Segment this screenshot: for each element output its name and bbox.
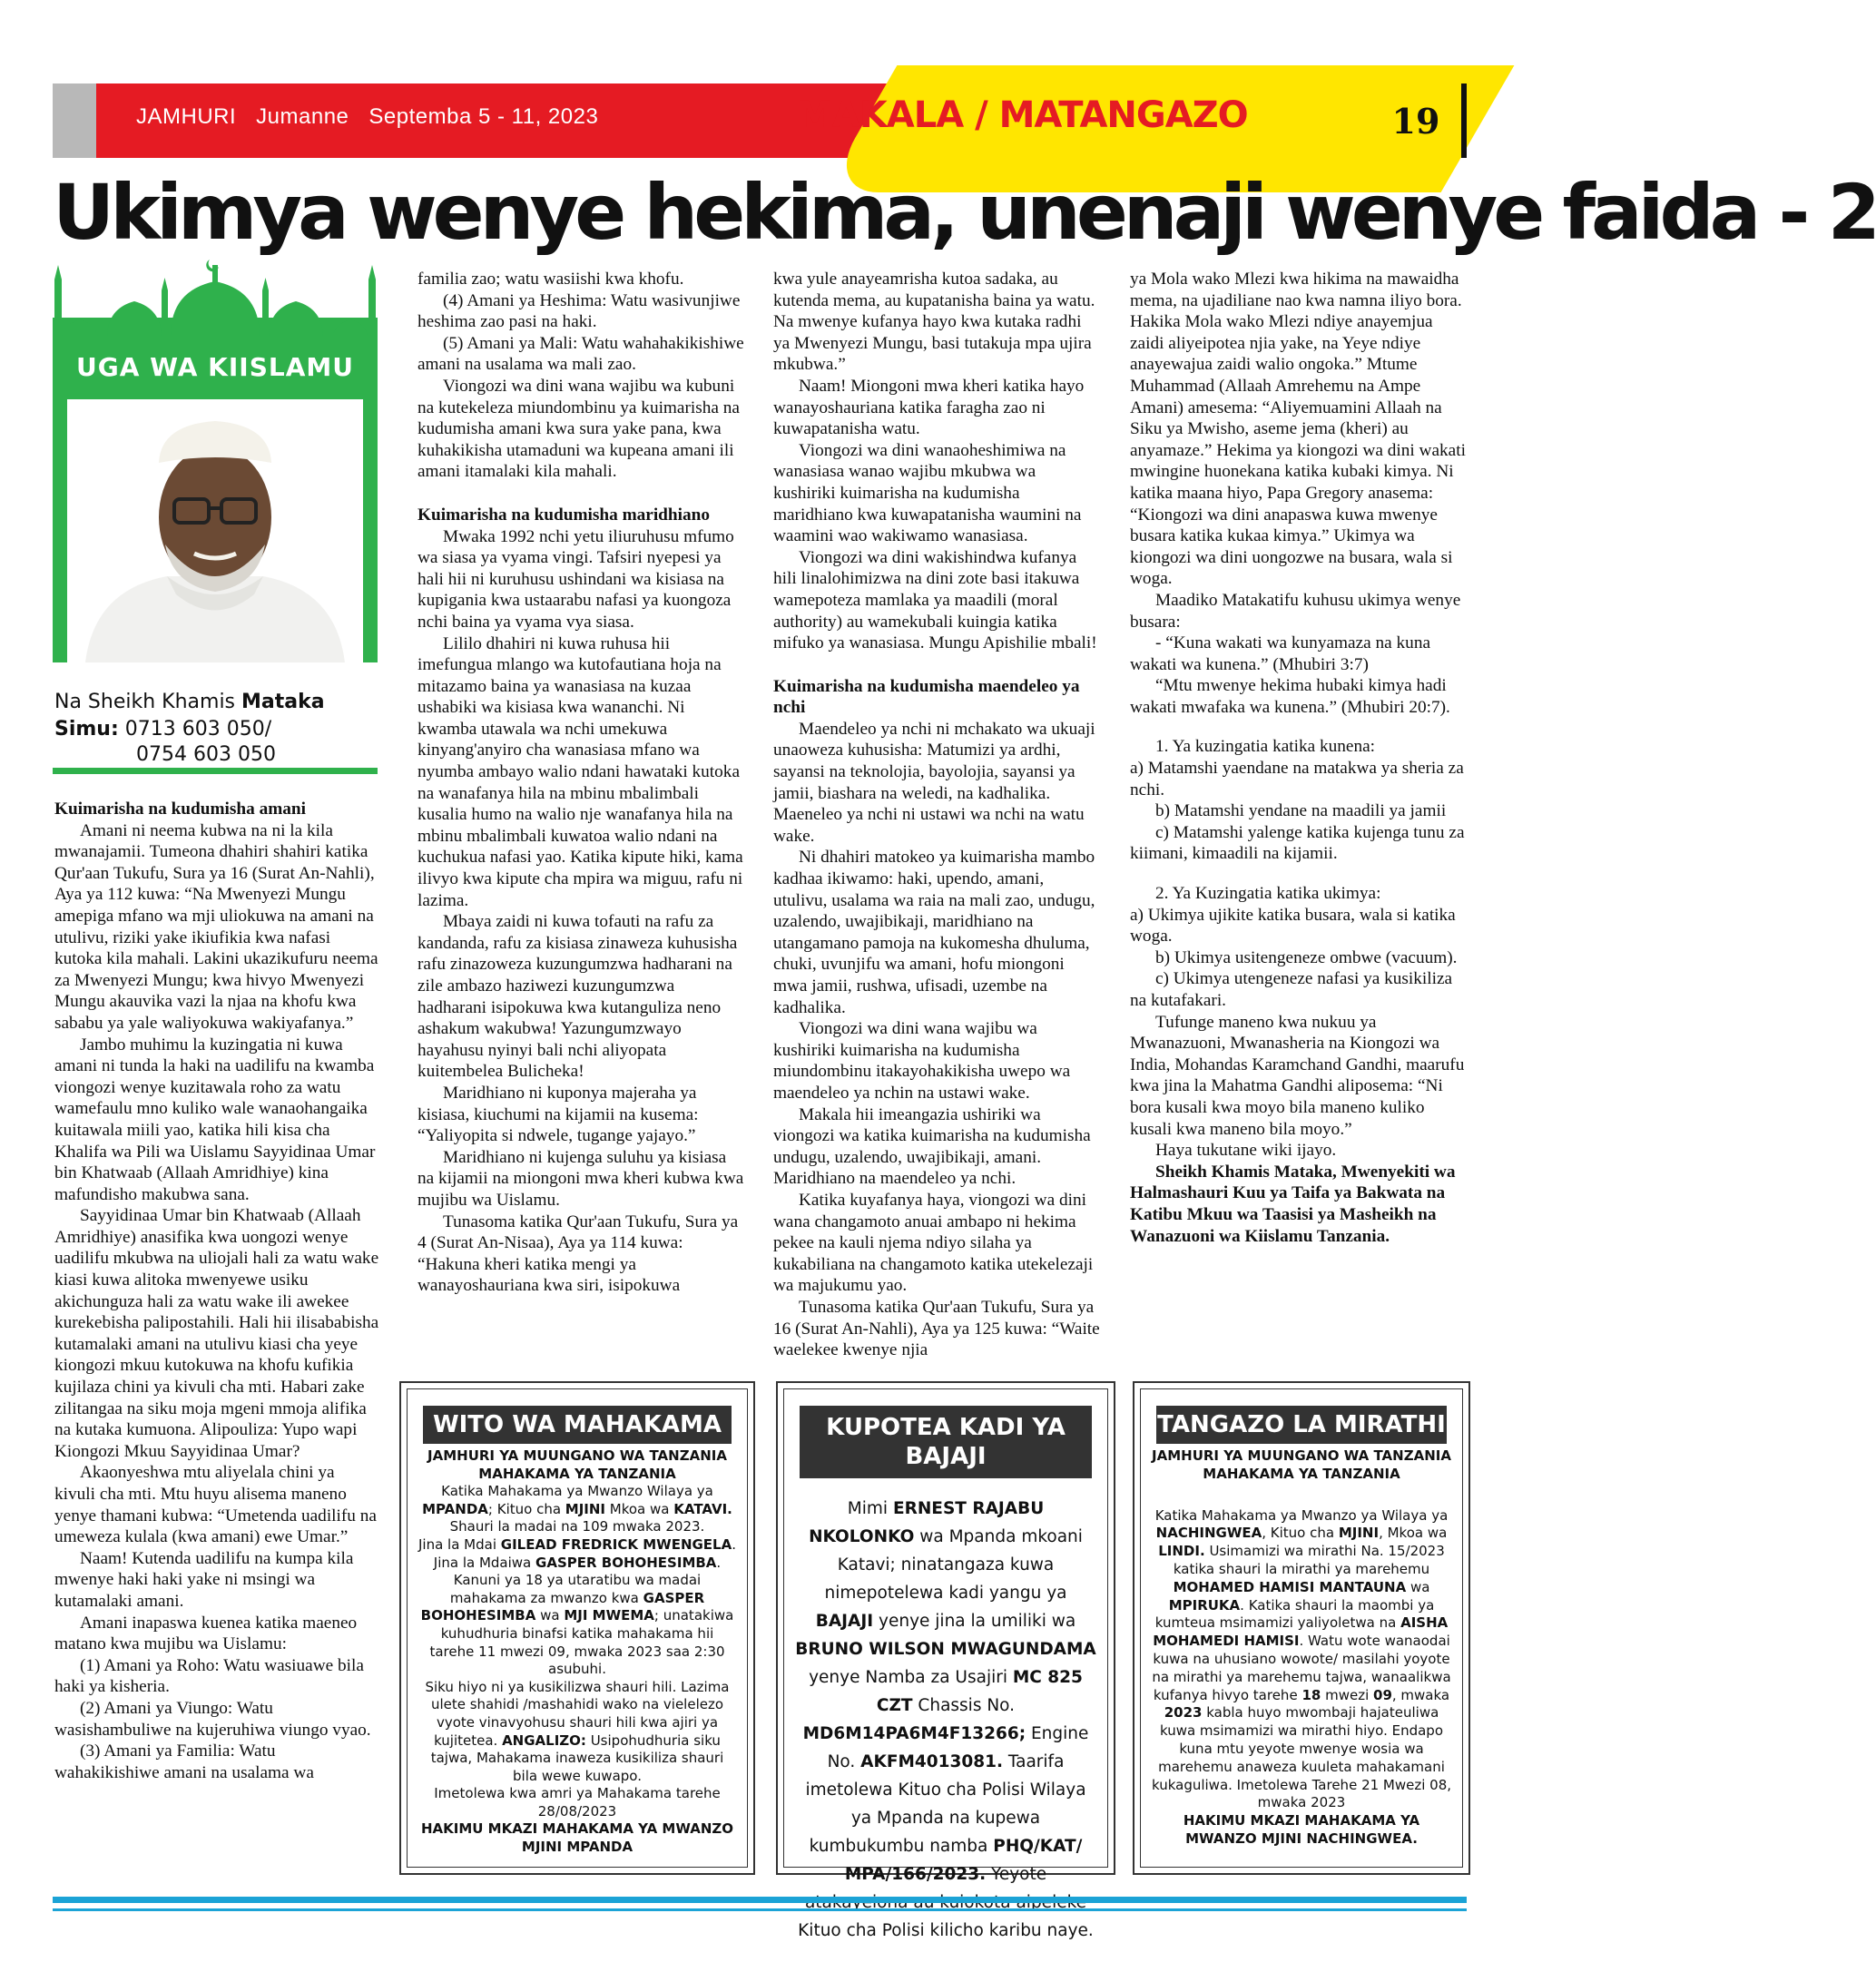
ad-body: [793, 1495, 1098, 1945]
ad-heading: JAMHURI YA MUUNGANO WA TANZANIA: [427, 1447, 727, 1464]
paragraph: familia zao; watu wasiishi kwa khofu.: [417, 270, 684, 289]
court-summons-ad: [399, 1381, 755, 1875]
inheritance-notice-ad: [1133, 1381, 1470, 1875]
ad-text: Taarifa imetolewa Kituo cha Polisi Wilaya ya Mpanda na kupewa kumbukumbu namba: [805, 1752, 1086, 1856]
page-number: 19: [1370, 83, 1467, 158]
ad-text-bold: MPANDA: [422, 1500, 488, 1517]
ad-text-bold: GILEAD FREDRICK MWENGELA: [500, 1535, 732, 1553]
ad-text: , Kituo cha: [1262, 1525, 1339, 1542]
ad-text: wa: [535, 1607, 565, 1624]
paragraph: Amani ni neema kubwa na ni la kila mwanajamii. Tumeona dhahiri shahiri katika Qur'aan Tukufu, Sura ya 16 (Surat An-Nahli), Aya ya 112 kuwa: “Na Mwenyezi Mungu amepiga mfano wa mji uliokuwa na amani na utulivu, riziki yake ikiufikia kwa nafasi kutoka kila mahali. Lakini ukazikufuru neema za Mwenyezi Mungu; kwa hivyo Mwenyezi Mungu akauvika vazi la njaa na khofu kwa sababu ya yale waliyokuwa wakiyafanya.”: [54, 820, 378, 1033]
ad-title: TANGAZO LA MIRATHI: [1156, 1406, 1447, 1444]
ad-text: Siku hiyo ni ya kusikilizwa shauri hili. Lazima ulete shahidi /mashahidi wako na vielelezo vyote vinavyohusu shauri hili kwa ajiri ya kujitetea.: [425, 1678, 730, 1749]
ad-text: Katika Mahakama ya Mwanzo ya Wilaya ya: [1154, 1506, 1449, 1524]
ad-title: WITO WA MAHAKAMA: [423, 1406, 732, 1444]
ad-text: .: [716, 1554, 722, 1571]
paragraph: Viongozi wa dini wanaoheshimiwa na wanasiasa wanao wajibu mkubwa wa kushiriki kuimarisha na kudumisha maridhiano kwa kuwapatanisha waumini na waamini wao wakiwamo wanasiasa.: [773, 440, 1082, 546]
ad-inner-border: [407, 1388, 748, 1868]
ad-text-bold: AISHA MOHAMEDI HAMISI: [1153, 1614, 1449, 1650]
ad-line: [417, 1483, 738, 1518]
paragraph: Jambo muhimu la kuzingatia ni kuwa amani ni tunda la haki na uadilifu na kwamba viongozi wenye kuzitawala roho za watu wamefaulu mno kuliko wale wanaohangaika kuitawala miili yao, katika hili kisa cha Khalifa wa Pili wa Uislamu Sayyidinaa Umar bin Khatwaab (Allaah Amridhiye) kina mafundisho makubwa sana.: [54, 1035, 376, 1204]
ad-text: wa Mpanda mkoani Katavi; ninatangaza kuwa nimepotelewa kadi yangu ya: [824, 1527, 1083, 1603]
author-phone: [54, 717, 381, 742]
column-logo-box: [53, 254, 378, 662]
ad-line: [417, 1555, 738, 1573]
ad-footer: HAKIMU MKAZI MAHAKAMA YA MWANZO MJINI MPANDA: [420, 1820, 734, 1856]
paragraph: Maendeleo ya nchi ni mchakato wa ukuaji unaoweza kuhusisha: Matumizi ya ardhi, sayansi na teknolojia, bayolojia, sayansi ya jamii, biashara na weledi, na kadhalika. Maeneleo ya nchi ni ustawi wa nchi na watu wake.: [773, 719, 1095, 846]
paragraph: Viongozi wa dini wana wajibu wa kubuni na kutekeleza miundombinu ya kuimarisha na kudumisha amani kwa sura yake pana, kwa kuhakikisha utamaduni wa kupeana amani ili amani itamalaki kila mahali.: [417, 376, 740, 482]
ad-text: ; Kituo cha: [487, 1500, 565, 1517]
ad-text: . Watu wote wanaodai kuwa na uhusiano wowote/ masilahi yoyote na mirathi ya marehemu tajwa, wanaalikwa kufanya hivyo tarehe: [1152, 1633, 1451, 1703]
list-item: b) Matamshi yendane na maadili ya jamii: [1155, 801, 1447, 821]
ad-text: Katika Mahakama ya Mwanzo Wilaya ya: [441, 1483, 713, 1500]
ad-text: yenye Namba za Usajiri: [809, 1668, 1013, 1687]
ad-text-bold: BAJAJI: [815, 1612, 874, 1631]
ad-line: [417, 1572, 738, 1679]
ad-text: .: [732, 1535, 737, 1553]
paragraph: Naam! Kutenda uadilifu na kumpa kila mwenye haki haki yake ni msingi wa kutamalaki amani.: [54, 1548, 354, 1611]
ad-text: Usimamizi wa mirathi Na. 15/2023 katika shauri la mirathi ya marehemu: [1173, 1543, 1445, 1577]
author-bio: Sheikh Khamis Mataka, Mwenyekiti wa Halmashauri Kuu ya Taifa ya Bakwata na Katibu Mkuu wa Taasisi ya Masheikh na Wanazuoni wa Kiislamu Tanzania.: [1130, 1162, 1456, 1246]
header-grey-block: [53, 83, 96, 158]
paragraph: Viongozi wa dini wana wajibu wa kushiriki kuimarisha na kudumisha miundombinu itakayohakikisha uwepo wa maendeleo ya nchin na ustawi wake.: [773, 1019, 1071, 1103]
phone-label: Simu:: [54, 718, 119, 741]
ad-text: Jina la Mdai: [417, 1535, 501, 1553]
paragraph: kwa yule anayeamrisha kutoa sadaka, au kutenda mema, au kupatanisha baina ya watu. Na mwenye kufanya hayo kwa kutaka radhi ya Mwenyezi Mungu, basi tutakuja mpa ujira mkubwa.”: [773, 270, 1095, 375]
author-name: [54, 690, 381, 715]
paragraph: (4) Amani ya Heshima: Watu wasivunjiwe heshima zao pasi na haki.: [417, 290, 741, 332]
list-item: a) Matamshi yaendane na matakwa ya sheria za nchi.: [1130, 759, 1464, 800]
phone-number-1: 0713 603 050/: [124, 718, 272, 741]
ad-text-bold: MD6M14PA6M4F13266;: [802, 1724, 1026, 1743]
ad-text-bold: MJINI: [1338, 1525, 1380, 1542]
ad-text: , Mkoa wa: [1379, 1525, 1448, 1542]
paragraph: Sayyidinaa Umar bin Khatwaab (Allaah Amridhiye) anasifika kwa uongozi wenye uadilifu mkubwa na uliojali hali za watu wake kiasi kuwa alitoka mwenyewe usiku akichunguza hali za watu wake ili awekee kurekebisha palipostahili. Hali hii ilisababisha kutamalaki amani na utulivu kiasi cha yeye kiongozi mkuu kutokuwa na khofu kufikia kujilaza chini ya kivuli cha mti. Habari zake zilitangaa na siku moja mgeni mmoja alifika na kutaka kumuona. Alipouliza: Yupo wapi Kiongozi Mkuu Sayyidinaa Umar?: [54, 1206, 379, 1461]
article-column-2: [417, 269, 744, 1297]
paragraph: (3) Amani ya Familia: Watu wahakikishiwe amani na usalama wa: [54, 1741, 314, 1782]
author-name-prefix: Na Sheikh Khamis: [54, 691, 242, 713]
list-item: 1. Ya kuzingatia katika kunena:: [1155, 737, 1376, 757]
paragraph: Mwaka 1992 nchi yetu iliuruhusu mfumo wa siasa ya vyama vingi. Tafsiri nyepesi ya hali hii ni kuruhusu ushindani wa kisiasa na kupigania kwa ustaarabu nafasi ya kuongoza nchi baina ya vyama vya siasa.: [417, 526, 734, 632]
ad-text: Jina la Mdaiwa: [433, 1554, 536, 1571]
ad-text-bold: 18: [1301, 1686, 1321, 1703]
ad-footer: HAKIMU MKAZI MAHAKAMA YA MWANZO MJINI NACHINGWEA.: [1183, 1812, 1420, 1847]
paragraph: Makala hii imeangazia ushiriki wa viongozi wa katika kuimarisha na kudumisha undugu, uzalendo, uwajibikaji, amani. Maridhiano na maendeleo ya nchi.: [773, 1104, 1091, 1189]
ad-text-block: [1150, 1507, 1453, 1813]
article-column-3: [773, 269, 1100, 1361]
paragraph: Viongozi wa dini wakishindwa kufanya hili linalohimizwa na dini zote basi itakuwa wamepoteza mamlaka ya maadili (moral authority) au wamekubali kuingia katika mifuko ya wanasiasa. Mungu Apishilie mbali!: [773, 547, 1097, 653]
paragraph: Haya tukutane wiki ijayo.: [1155, 1141, 1337, 1161]
paragraph: Maadiko Matakatifu kuhusu ukimya wenye busara:: [1130, 590, 1461, 632]
paragraph: Maridhiano ni kuponya majeraha ya kisiasa, kiuchumi na kijamii na kusema: “Yaliyopita si ndwele, tugange yajayo.”: [417, 1083, 699, 1146]
ad-text: ; unatakiwa kuhudhuria binafsi katika mahakama hii tarehe 11 mwezi 09, mwaka 2023 saa 2:30 asubuhi.: [429, 1607, 734, 1678]
lost-card-ad: [776, 1381, 1115, 1940]
ad-text-bold: 2023: [1164, 1704, 1203, 1722]
ad-text-bold: GASPER BOHOHESIMBA: [420, 1589, 705, 1624]
paragraph: (5) Amani ya Mali: Watu wahahakikishiwe amani na usalama wa mali zao.: [417, 333, 744, 375]
paragraph: Lililo dhahiri ni kuwa ruhusa hii imefungua mlango wa kutofautiana hoja na mitazamo baina ya wanasiasa na kuzaa ushabiki wa kisiasa kwa wananchi. Ni kwamba utawala wa nchi umekuwa kinyang'anyiro cha wanasiasa mfano wa nyumba ambayo walio ndani hawataki kutoka na wanafanya hila na mbinu mbalimbali kusalia humo na walio nje wanafanya hila na mbinu mbalimbali kuwatoa walio ndani na kuchukua nafasi yao. Katika kipute hiki, kama ilivyo kwa kipute cha mpira wa miguu, rafu ni lazima.: [417, 633, 743, 910]
ad-line: [417, 1679, 738, 1786]
masthead-line: [136, 104, 618, 130]
footer-rule-thin: [53, 1908, 1467, 1911]
list-item: a) Ukimya ujikite katika busara, wala si katika woga.: [1130, 905, 1456, 947]
ad-body: [417, 1447, 738, 1857]
ad-text-bold: KATAVI.: [673, 1500, 732, 1517]
paragraph: Naam! Miongoni mwa kheri katika hayo wanayoshauriana katika faragha zao ni kuwapatanisha watu.: [773, 376, 1085, 439]
section-title: MAKALA / MATANGAZO: [797, 94, 1248, 136]
list-item: c) Matamshi yalenge katika kujenga tunu za kiimani, kimaadili na kijamii.: [1130, 822, 1465, 864]
paragraph: Akaonyeshwa mtu aliyelala chini ya kivuli cha mti. Mtu huyu alisema maneno yenye thamani kubwa: “Umetenda uadilifu na umeweza kulala (kwa amani) ewe Umar.”: [54, 1463, 377, 1547]
paragraph: Tufunge maneno kwa nukuu ya Mwanazuoni, Mwanasheria na Kiongozi wa India, Mohandas Karamchand Gandhi, maarufu kwa jina la Mahatma Gandhi aliposema: “Ni bora kusali kwa moyo bila maneno kuliko kusali kwa maneno bila moyo.”: [1130, 1012, 1465, 1139]
headline: Ukimya wenye hekima, unenaji wenye faida - 2: [53, 168, 1876, 257]
issue-date: Septemba 5 - 11, 2023: [368, 104, 599, 129]
ad-text: Yeyote Kituo cha Polisi kilicho karibu naye.: [798, 1865, 1094, 1940]
ad-heading: MAHAKAMA YA TANZANIA: [1203, 1465, 1400, 1482]
ad-line: Imetolewa kwa amri ya Mahakama tarehe 28/08/2023: [434, 1785, 721, 1820]
ad-line: [417, 1536, 738, 1555]
ad-text: Mimi: [847, 1499, 893, 1518]
paragraph: ya Mola wako Mlezi kwa hikima na mawaidha mema, na ujadiliane nao kwa namna iliyo bora. Hakika Mola wako Mlezi ndiye anayemjua zaidi aliyeipotea njia yake, na Yeye ndiye anayewajua zaidi walio ongoka.” Mtume Muhammad (Allaah Amrehemu na Ampe Amani) amesema: “Aliyemuamini Allaah na Siku ya Mwisho, aseme jema (kheri) au anyamaze.” Hekima ya kiongozi wa dini wakati mwingine huonekana katika kubaki kimya. Ni katika maana hiyo, Papa Gregory anasema: “Kiongozi wa dini anapaswa kuwa mwenye busara katika kukaa kimya.” Ukimya wa kiongozi wa dini uongozwe na busara, wala si woga.: [1130, 270, 1466, 589]
paper-name: JAMHURI: [136, 104, 237, 129]
ad-title: KUPOTEA KADI YA BAJAJI: [800, 1406, 1092, 1478]
ad-text-bold: ANGALIZO:: [502, 1731, 586, 1749]
ad-heading: MAHAKAMA YA TANZANIA: [478, 1465, 676, 1482]
list-item: 2. Ya Kuzingatia katika ukimya:: [1155, 884, 1381, 904]
paragraph: Amani inapaswa kuenea katika maeneo matano kwa mujibu wa Uislamu:: [54, 1613, 358, 1654]
paragraph: Maridhiano ni kujenga suluhu ya kisiasa na kijamii na miongoni mwa kheri kubwa kwa mujibu wa Uislamu.: [417, 1147, 744, 1210]
ad-body: [1150, 1447, 1453, 1849]
ad-text-bold: NACHINGWEA: [1155, 1525, 1262, 1542]
paragraph: Mbaya zaidi ni kuwa tofauti na rafu za kandanda, rafu za kisiasa zinaweza kuhusisha rafu zinazoweza kuzungumzwa hadharani na zile ambazo haziwezi kuzungumzwa hadharani isipokuwa kwa kutanguliza neno ashakum wakubwa! Yazungumzwayo hayahusu nyinyi bali nchi aliyopata kuitembelea Bulicheka!: [417, 912, 738, 1082]
ad-text-bold: MJI MWEMA: [564, 1607, 654, 1624]
byline-divider: [53, 768, 378, 774]
author-photo: [67, 399, 363, 662]
ad-text: Chassis No.: [912, 1696, 1016, 1715]
ad-line: Shauri la madai na 109 mwaka 2023.: [449, 1518, 705, 1535]
paragraph: - “Kuna wakati wa kunyamaza na kuna wakati wa kunena.” (Mhubiri 3:7): [1130, 633, 1431, 674]
ad-text-bold: MOHAMED HAMISI MANTAUNA: [1173, 1578, 1407, 1595]
footer-rule: [53, 1897, 1467, 1903]
subheading: Kuimarisha na kudumisha maridhiano: [417, 505, 710, 525]
ad-text-bold: MJINI: [565, 1500, 606, 1517]
ad-text-bold: PHQ/KAT/ MPA/166/2023.: [844, 1837, 1083, 1884]
author-surname: Mataka: [241, 691, 325, 713]
ad-text-bold: MPIRUKA: [1168, 1596, 1241, 1614]
ad-text: kabla huyo mwombaji hajateuliwa kuwa msimamizi wa mirathi hiyo. Endapo kuna mtu yeyote mwenye wosia wa marehemu anaweza kuuleta mahakamani kukaguliwa. Imetolewa Tarehe 21 Mwezi 08, mwaka 2023: [1151, 1704, 1452, 1811]
column-logo-label: UGA WA KIISLAMU: [76, 352, 354, 382]
paragraph: (1) Amani ya Roho: Watu wasiuawe bila haki ya kisheria.: [54, 1655, 364, 1697]
issue-day: Jumanne: [256, 104, 349, 129]
ad-text: yenye jina la umiliki wa: [873, 1612, 1076, 1631]
ad-text: Kanuni ya 18 ya utaratibu wa madai mahakama za mwanzo kwa: [449, 1572, 702, 1606]
paragraph: Ni dhahiri matokeo ya kuimarisha mambo kadhaa ikiwamo: haki, upendo, amani, utulivu, usalama wa raia na mali zao, undugu, uzalendo, uwajibikaji, maridhiano na utangamano pamoja na kukomesha dhuluma, chuki, uvunjifu wa amani, hofu miongoni mwa jamii, rushwa, ufisadi, uzembe na kadhalika.: [773, 848, 1095, 1017]
list-item: b) Ukimya usitengeneze ombwe (vacuum).: [1155, 947, 1458, 967]
paragraph: Katika kuyafanya haya, viongozi wa dini wana changamoto anuai ambapo ni hekima pekee na kauli njema ndiyo silaha ya kukabiliana na changamoto katika utekelezaji wa majukumu yao.: [773, 1190, 1094, 1296]
ad-text-bold: LINDI.: [1158, 1543, 1205, 1560]
ad-inner-border: [1140, 1388, 1463, 1868]
ad-text: Usipohudhuria siku tajwa, Mahakama inaweza kusikiliza shauri bila wewe kuwapo.: [430, 1731, 724, 1784]
paragraph: “Mtu mwenye hekima hubaki kimya hadi wakati mwafaka wa kunena.” (Mhubiri 20:7).: [1130, 676, 1450, 717]
paragraph: Tunasoma katika Qur'aan Tukufu, Sura ya 16 (Surat An-Nahli), Aya ya 125 kuwa: “Waite waelekee kwenye njia: [773, 1297, 1100, 1360]
ad-text: Engine No.: [827, 1724, 1089, 1771]
ad-text: . Katika shauri la maombi ya kumteua msimamizi yaliyoletwa na: [1154, 1596, 1435, 1632]
list-item: c) Ukimya utengeneze nafasi ya kusikiliza na kutafakari.: [1130, 969, 1453, 1010]
ad-text-bold: GASPER BOHOHESIMBA: [535, 1554, 717, 1571]
phone-number-2: 0754 603 050: [136, 743, 276, 766]
paragraph: Tunasoma katika Qur'aan Tukufu, Sura ya 4 (Surat An-Nisaa), Aya ya 114 kuwa: “Hakuna kheri katika mengi ya wanayoshauriana kwa siri, isipokuwa: [417, 1212, 739, 1296]
ad-text-bold: MC 825 CZT: [876, 1668, 1083, 1715]
ad-heading: JAMHURI YA MUUNGANO WA TANZANIA: [1152, 1447, 1451, 1464]
ad-text: wa: [1406, 1578, 1430, 1595]
subheading: Kuimarisha na kudumisha maendeleo ya nchi: [773, 676, 1080, 718]
ad-text-bold: 09: [1373, 1686, 1392, 1703]
byline: [54, 690, 381, 768]
ad-inner-border: [783, 1388, 1108, 1940]
ad-text-bold: AKFM4013081.: [860, 1752, 1004, 1771]
subheading: Kuimarisha na kudumisha amani: [54, 800, 306, 819]
article-column-4: [1130, 269, 1466, 1247]
paragraph: (2) Amani ya Viungo: Watu wasishambuliwe na kujeruhiwa viungo vyao.: [54, 1698, 371, 1740]
ad-text: , mwaka: [1391, 1686, 1450, 1703]
article-column-1: [54, 799, 379, 1783]
ad-text: Mkoa wa: [605, 1500, 674, 1517]
ad-text: mwezi: [1321, 1686, 1374, 1703]
ad-text-bold: BRUNO WILSON MWAGUNDAMA: [795, 1640, 1096, 1659]
ad-text-bold: ERNEST RAJABU NKOLONKO: [809, 1499, 1045, 1546]
